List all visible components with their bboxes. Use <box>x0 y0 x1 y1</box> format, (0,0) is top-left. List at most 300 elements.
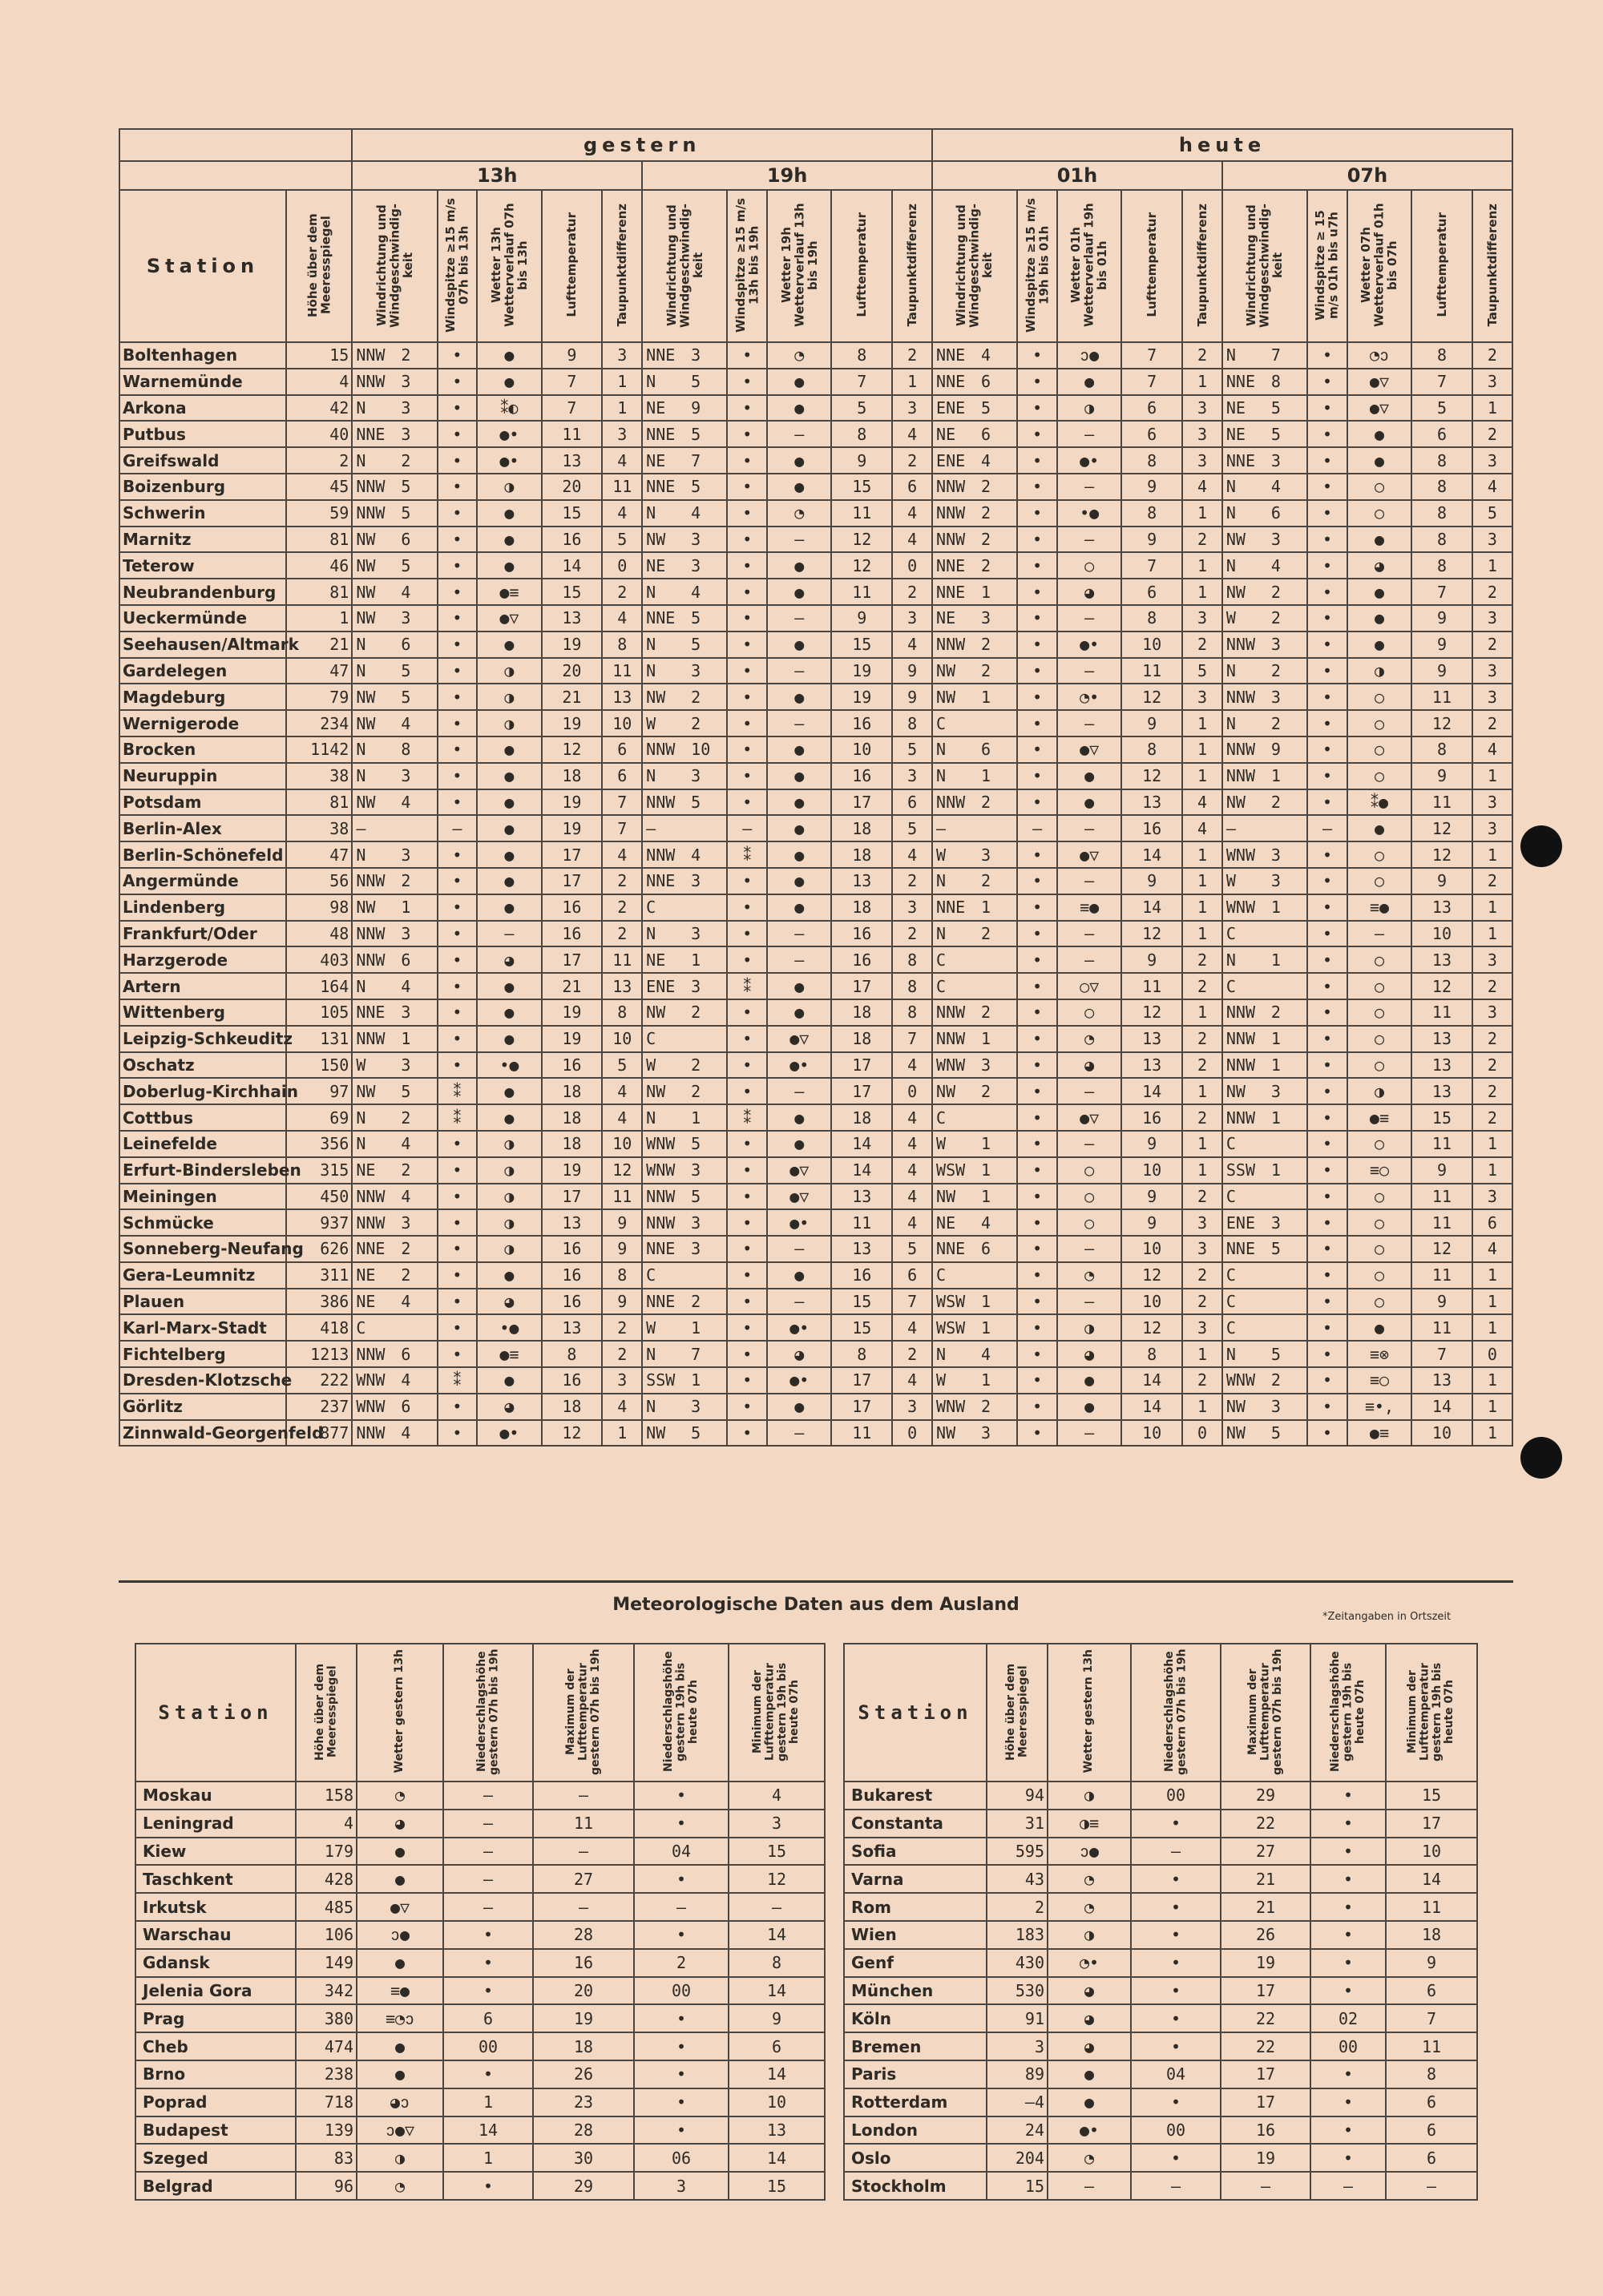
precip-night: • <box>1310 1949 1386 1977</box>
col-header-07h-1: Windspitze ≥ 15 m/s 01h bis u7h <box>1307 190 1347 342</box>
elevation: 89 <box>987 2060 1048 2088</box>
dewpoint-difference: 9 <box>892 658 932 684</box>
min-temperature: – <box>1386 2172 1477 2200</box>
precip-day: • <box>443 1977 533 2005</box>
wind-cell <box>932 1367 1017 1394</box>
air-temperature: 13 <box>542 605 603 632</box>
wind-speed: 4 <box>401 1134 411 1154</box>
weather-symbol: ● <box>477 632 541 658</box>
wind-cell <box>932 1262 1017 1289</box>
wind-speed: 5 <box>1270 1239 1281 1259</box>
dewpoint-difference: 2 <box>1472 342 1512 369</box>
wind-speed: 1 <box>981 1317 991 1338</box>
gust-cell: • <box>727 921 767 947</box>
precip-night: • <box>634 1921 729 1949</box>
section-divider <box>119 1580 1513 1583</box>
weather-symbol: ●• <box>477 1420 541 1447</box>
wind-cell <box>1222 1157 1307 1184</box>
dewpoint-difference: 1 <box>1472 921 1512 947</box>
dewpoint-difference: 1 <box>602 369 642 395</box>
wind-speed: 2 <box>981 1081 991 1101</box>
station-name: Brocken <box>119 736 286 763</box>
station-name: Sonneberg-Neufang <box>119 1236 286 1262</box>
wind-cell <box>352 1262 437 1289</box>
wind-direction: N <box>356 740 366 760</box>
wind-cell <box>932 1394 1017 1420</box>
wind-direction: C <box>646 898 656 918</box>
air-temperature: 13 <box>1411 1078 1472 1104</box>
air-temperature: 6 <box>1121 421 1182 447</box>
precip-night: • <box>1310 2144 1386 2172</box>
air-temperature: 8 <box>1411 447 1472 474</box>
wind-speed: 4 <box>1270 477 1281 497</box>
gust-cell: ⁑ <box>438 1078 478 1104</box>
wind-direction: NNE <box>936 345 966 365</box>
gust-cell: • <box>727 342 767 369</box>
wind-speed: 1 <box>1270 1108 1281 1128</box>
gust-cell: • <box>727 369 767 395</box>
weather-symbol: ● <box>477 527 541 553</box>
wind-direction: WSW <box>936 1317 966 1338</box>
max-temperature: 16 <box>533 1949 634 1977</box>
wind-cell <box>642 1236 727 1262</box>
wind-cell <box>352 789 437 816</box>
wind-direction: NW <box>356 1081 376 1101</box>
wind-cell <box>352 1184 437 1210</box>
wind-direction: NE <box>356 1292 376 1312</box>
wind-speed: 4 <box>401 792 411 812</box>
wind-speed: 2 <box>1270 792 1281 812</box>
wind-direction: NW <box>646 687 666 707</box>
min-temperature: 8 <box>729 1949 825 1977</box>
wind-speed: 9 <box>691 397 701 418</box>
foreign-station-row <box>135 2088 825 2116</box>
weather-symbol: ◑ <box>1347 658 1411 684</box>
precip-night: • <box>1310 1921 1386 1949</box>
wind-cell <box>1222 1262 1307 1289</box>
dewpoint-difference: 1 <box>1472 1314 1512 1341</box>
gust-cell: • <box>727 1157 767 1184</box>
dewpoint-difference: 1 <box>1472 1131 1512 1157</box>
gust-cell: • <box>727 1341 767 1367</box>
max-temperature: 19 <box>1221 1949 1310 1977</box>
gust-cell: • <box>727 605 767 632</box>
wind-direction: N <box>936 871 947 891</box>
wind-speed: 3 <box>1270 1397 1281 1417</box>
weather-symbol: ● <box>477 342 541 369</box>
dewpoint-difference: 4 <box>1472 1236 1512 1262</box>
dewpoint-difference: 8 <box>892 710 932 736</box>
wind-direction: N <box>646 635 656 655</box>
wind-speed: 9 <box>1270 740 1281 760</box>
station-row <box>119 527 1512 553</box>
elevation: 386 <box>286 1289 352 1315</box>
wind-speed: 1 <box>691 950 701 970</box>
weather-symbol: – <box>767 1236 831 1262</box>
air-temperature: 5 <box>1411 395 1472 422</box>
air-temperature: 12 <box>1411 1236 1472 1262</box>
col-header-07h-4: Taupunktdifferenz <box>1472 190 1512 342</box>
gust-cell: • <box>1307 1157 1347 1184</box>
wind-speed: 6 <box>981 1239 991 1259</box>
dewpoint-difference: 3 <box>892 763 932 789</box>
air-temperature: 11 <box>1411 684 1472 710</box>
air-temperature: 9 <box>1121 868 1182 894</box>
dewpoint-difference: 1 <box>1182 1341 1222 1367</box>
wind-cell <box>1222 736 1307 763</box>
dewpoint-difference: 1 <box>602 395 642 422</box>
wind-direction: NNW <box>646 1186 676 1206</box>
elevation: 2 <box>286 447 352 474</box>
weather-symbol: ○ <box>1347 868 1411 894</box>
wind-direction: WSW <box>936 1292 966 1312</box>
air-temperature: 17 <box>542 946 603 973</box>
air-temperature: 12 <box>1121 763 1182 789</box>
weather-symbol: ● <box>767 841 831 868</box>
wind-cell <box>352 868 437 894</box>
weather-symbol: ●• <box>1048 2116 1131 2145</box>
weather-symbol: ● <box>1057 1394 1121 1420</box>
gust-cell: • <box>1307 1367 1347 1394</box>
air-temperature: 11 <box>831 1209 892 1236</box>
wind-cell <box>1222 789 1307 816</box>
precip-day: • <box>1131 1865 1221 1893</box>
wind-cell <box>932 369 1017 395</box>
gust-cell: • <box>1307 946 1347 973</box>
weather-symbol: ○ <box>1347 1052 1411 1079</box>
gust-cell: • <box>438 552 478 579</box>
gust-cell: • <box>727 395 767 422</box>
gust-cell: • <box>1307 1052 1347 1079</box>
weather-symbol: ● <box>1347 632 1411 658</box>
air-temperature: 9 <box>542 342 603 369</box>
col-header-01h-4: Taupunktdifferenz <box>1182 190 1222 342</box>
weather-symbol: ≡○ <box>1347 1367 1411 1394</box>
station-name: Greifswald <box>119 447 286 474</box>
air-temperature: 8 <box>1411 736 1472 763</box>
wind-cell <box>1222 684 1307 710</box>
wind-direction: N <box>356 845 366 865</box>
wind-direction: NNW <box>646 740 676 760</box>
air-temperature: 14 <box>1121 1367 1182 1394</box>
wind-cell <box>1222 815 1307 841</box>
station-row <box>119 605 1512 632</box>
gust-cell: • <box>438 684 478 710</box>
weather-symbol: ≡•, <box>1347 1394 1411 1420</box>
wind-speed: 5 <box>691 792 701 812</box>
elevation: 418 <box>286 1314 352 1341</box>
elevation: 97 <box>286 1078 352 1104</box>
wind-speed: 5 <box>691 1134 701 1154</box>
air-temperature: 14 <box>1121 1394 1182 1420</box>
wind-direction: NNW <box>356 372 386 392</box>
weather-symbol: – <box>767 1420 831 1447</box>
dewpoint-difference: 0 <box>1472 1341 1512 1367</box>
wind-direction: W <box>936 1370 947 1390</box>
wind-direction: ENE <box>1225 1213 1255 1233</box>
wind-speed: 2 <box>1270 1003 1281 1023</box>
foreign-station-row <box>135 1893 825 1921</box>
foreign-station-name: Poprad <box>135 2088 296 2116</box>
elevation: 158 <box>296 1782 357 1810</box>
dewpoint-difference: 3 <box>892 1394 932 1420</box>
foreign-station-row <box>844 1893 1477 1921</box>
time-13h: 13h <box>352 161 642 190</box>
station-name: Wittenberg <box>119 999 286 1026</box>
elevation: 237 <box>286 1394 352 1420</box>
foreign-station-row <box>135 1865 825 1893</box>
wind-speed: 3 <box>1270 529 1281 549</box>
gust-cell: ⁑ <box>727 1104 767 1131</box>
air-temperature: 11 <box>1121 658 1182 684</box>
wind-speed: 1 <box>981 1134 991 1154</box>
gust-cell: • <box>1307 447 1347 474</box>
air-temperature: 18 <box>831 841 892 868</box>
wind-direction: N <box>1225 950 1236 970</box>
gust-cell: • <box>1017 1314 1057 1341</box>
dewpoint-difference: 7 <box>602 815 642 841</box>
station-name: Angermünde <box>119 868 286 894</box>
foreign-station-name: Belgrad <box>135 2172 296 2200</box>
air-temperature: 15 <box>831 1314 892 1341</box>
col-header-07h-3: Lufttemperatur <box>1411 190 1472 342</box>
weather-symbol: ○ <box>1347 684 1411 710</box>
wind-speed: 3 <box>691 1160 701 1180</box>
col-header-19h-1: Windspitze ≥15 m/s 13h bis 19h <box>727 190 767 342</box>
dewpoint-difference: 0 <box>1182 1420 1222 1447</box>
weather-symbol: ● <box>1347 1314 1411 1341</box>
dewpoint-difference: 1 <box>1472 395 1512 422</box>
min-temperature: 8 <box>1386 2060 1477 2088</box>
wind-speed: 6 <box>401 1397 411 1417</box>
wind-speed: 4 <box>691 845 701 865</box>
min-temperature: 4 <box>729 1782 825 1810</box>
gust-cell: • <box>1307 1314 1347 1341</box>
foreign-station-row <box>135 2172 825 2200</box>
station-name: Potsdam <box>119 789 286 816</box>
air-temperature: 9 <box>1411 1157 1472 1184</box>
wind-speed: 2 <box>1270 582 1281 602</box>
dewpoint-difference: 9 <box>602 1289 642 1315</box>
gust-cell: • <box>1017 763 1057 789</box>
weather-symbol: ● <box>767 447 831 474</box>
elevation: 311 <box>286 1262 352 1289</box>
wind-cell <box>932 342 1017 369</box>
max-temperature: 28 <box>533 1921 634 1949</box>
wind-cell <box>932 474 1017 500</box>
wind-direction: NNW <box>356 477 386 497</box>
gust-cell: • <box>438 1236 478 1262</box>
station-name: Marnitz <box>119 527 286 553</box>
max-temperature: 27 <box>533 1865 634 1893</box>
station-row <box>119 552 1512 579</box>
weather-symbol: ≡○ <box>1347 1157 1411 1184</box>
min-temperature: 6 <box>1386 2088 1477 2116</box>
wind-cell <box>1222 1314 1307 1341</box>
precip-day: 00 <box>1131 1782 1221 1810</box>
dewpoint-difference: 11 <box>602 474 642 500</box>
wind-speed: 2 <box>981 923 991 943</box>
air-temperature: 16 <box>831 921 892 947</box>
wind-direction: N <box>356 397 366 418</box>
col-header-19h-0: Windrichtung und Windgeschwindig-keit <box>642 190 727 342</box>
wind-cell <box>1222 658 1307 684</box>
station-row <box>119 342 1512 369</box>
foreign-station-name: Stockholm <box>844 2172 987 2200</box>
foreign-station-row <box>844 2004 1477 2032</box>
foreign-station-row <box>844 1810 1477 1838</box>
weather-symbol: ● <box>357 2060 443 2088</box>
station-row <box>119 421 1512 447</box>
wind-cell <box>352 369 437 395</box>
gust-cell: • <box>1307 894 1347 921</box>
wind-speed: 2 <box>691 1055 701 1075</box>
weather-symbol: ◑≡ <box>1048 1810 1131 1838</box>
foreign-station-header: Station <box>135 1644 296 1782</box>
wind-cell <box>642 1420 727 1447</box>
col-header-01h-2: Wetter 01h Wetterverlauf 19h bis 01h <box>1057 190 1121 342</box>
wind-direction: W <box>356 1055 366 1075</box>
dewpoint-difference: 4 <box>1182 789 1222 816</box>
dewpoint-difference: 2 <box>892 868 932 894</box>
wind-cell <box>932 684 1017 710</box>
max-temperature: 20 <box>533 1977 634 2005</box>
station-row <box>119 1026 1512 1052</box>
weather-symbol: ● <box>477 763 541 789</box>
station-row <box>119 999 1512 1026</box>
wind-cell <box>1222 1236 1307 1262</box>
gust-cell: • <box>1307 1262 1347 1289</box>
weather-symbol: ◔ <box>767 500 831 527</box>
dewpoint-difference: 5 <box>892 736 932 763</box>
dewpoint-difference: 5 <box>892 815 932 841</box>
elevation: 59 <box>286 500 352 527</box>
weather-symbol: – <box>1057 868 1121 894</box>
wind-speed: 2 <box>1270 1370 1281 1390</box>
air-temperature: 19 <box>542 999 603 1026</box>
air-temperature: 11 <box>1411 1184 1472 1210</box>
wind-direction: NNE <box>646 1292 676 1312</box>
air-temperature: 6 <box>1411 421 1472 447</box>
weather-symbol: – <box>767 421 831 447</box>
gust-cell: • <box>1307 841 1347 868</box>
station-name: Doberlug-Kirchhain <box>119 1078 286 1104</box>
gust-cell: • <box>438 1341 478 1367</box>
wind-speed: 2 <box>401 1239 411 1259</box>
wind-cell <box>352 1131 437 1157</box>
air-temperature: 14 <box>1121 1078 1182 1104</box>
dewpoint-difference: 1 <box>1472 1367 1512 1394</box>
foreign-station-name: Oslo <box>844 2144 987 2172</box>
weather-symbol: ●▽ <box>767 1026 831 1052</box>
wind-cell <box>932 1420 1017 1447</box>
wind-cell <box>642 736 727 763</box>
wind-direction: NNW <box>1225 740 1255 760</box>
wind-direction: NE <box>646 397 666 418</box>
local-time-note: *Zeitangaben in Ortszeit <box>1322 1611 1452 1623</box>
dewpoint-difference: 4 <box>892 1184 932 1210</box>
gust-cell: • <box>1017 658 1057 684</box>
foreign-col-header-3: Maximum der Lufttemperatur gestern 07h bis 19h <box>533 1644 634 1782</box>
wind-speed: 4 <box>1270 555 1281 575</box>
min-temperature: 9 <box>1386 1949 1477 1977</box>
wind-direction: ENE <box>646 976 676 996</box>
wind-cell <box>932 1236 1017 1262</box>
wind-cell <box>932 658 1017 684</box>
dewpoint-difference: 2 <box>602 921 642 947</box>
weather-symbol: ◕ <box>767 1341 831 1367</box>
wind-direction: NNW <box>1225 766 1255 786</box>
weather-symbol: ◕ <box>1347 552 1411 579</box>
dewpoint-difference: 2 <box>1182 1367 1222 1394</box>
wind-cell <box>352 474 437 500</box>
station-name: Lindenberg <box>119 894 286 921</box>
gust-cell: • <box>438 1052 478 1079</box>
wind-direction: W <box>646 713 656 733</box>
wind-cell <box>352 999 437 1026</box>
wind-cell <box>932 1026 1017 1052</box>
weather-symbol: ◔ <box>357 2172 443 2200</box>
elevation: 937 <box>286 1209 352 1236</box>
wind-speed: 1 <box>981 582 991 602</box>
dewpoint-difference: 3 <box>1472 447 1512 474</box>
station-name: Wernigerode <box>119 710 286 736</box>
foreign-station-row <box>135 1838 825 1866</box>
station-name: Fichtelberg <box>119 1341 286 1367</box>
air-temperature: 13 <box>542 447 603 474</box>
air-temperature: 16 <box>542 1052 603 1079</box>
weather-symbol: – <box>1057 1420 1121 1447</box>
wind-speed: 3 <box>401 372 411 392</box>
weather-symbol: ● <box>1347 815 1411 841</box>
air-temperature: 20 <box>542 658 603 684</box>
elevation: 356 <box>286 1131 352 1157</box>
wind-cell <box>642 1131 727 1157</box>
wind-speed: 3 <box>401 397 411 418</box>
gust-cell: • <box>438 1394 478 1420</box>
wind-direction: – <box>646 818 656 838</box>
air-temperature: 8 <box>1121 605 1182 632</box>
foreign-col-header-2: Niederschlagshöhe gestern 07h bis 19h <box>443 1644 533 1782</box>
dewpoint-difference: 2 <box>1182 342 1222 369</box>
weather-symbol: – <box>1057 474 1121 500</box>
wind-direction: NW <box>936 1186 956 1206</box>
elevation: 718 <box>296 2088 357 2116</box>
weather-symbol: ◔ <box>1048 2144 1131 2172</box>
weather-symbol: ◑ <box>477 1209 541 1236</box>
dewpoint-difference: 2 <box>1472 579 1512 605</box>
precip-night: • <box>1310 1893 1386 1921</box>
gust-cell: – <box>727 815 767 841</box>
gust-cell: • <box>438 369 478 395</box>
wind-cell <box>352 1314 437 1341</box>
precip-day: • <box>1131 1921 1221 1949</box>
air-temperature: 16 <box>542 921 603 947</box>
foreign-station-name: Sofia <box>844 1838 987 1866</box>
precip-night: • <box>1310 1838 1386 1866</box>
station-name: Ueckermünde <box>119 605 286 632</box>
wind-direction: NNE <box>936 1239 966 1259</box>
foreign-station-row <box>135 1977 825 2005</box>
air-temperature: 7 <box>542 369 603 395</box>
wind-direction: N <box>356 766 366 786</box>
wind-speed: 3 <box>401 1213 411 1233</box>
min-temperature: 7 <box>1386 2004 1477 2032</box>
dewpoint-difference: 4 <box>892 1367 932 1394</box>
wind-direction: NNW <box>1225 1108 1255 1128</box>
min-temperature: 13 <box>729 2116 825 2145</box>
elevation: 430 <box>987 1949 1048 1977</box>
